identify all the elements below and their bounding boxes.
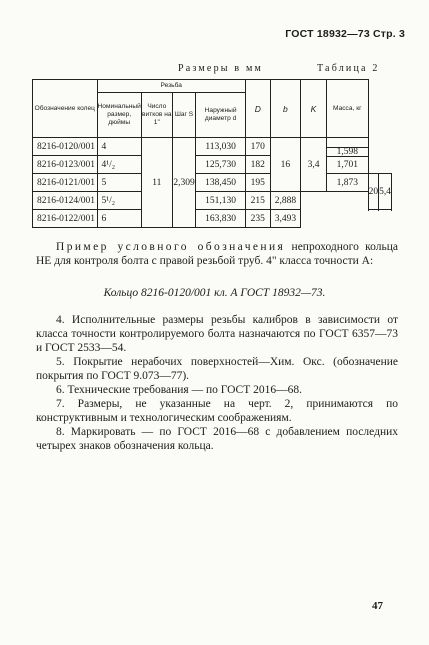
header-b: b (270, 80, 300, 138)
cell-mass: 3,493 (270, 210, 300, 228)
list-item: 8. Маркировать — по ГОСТ 2016—68 с добавлением последних четырех знаков обозначения кольца. (36, 426, 398, 452)
header-turns: Число витков на 1" (141, 93, 172, 138)
cell-outer-diameter: 151,130 (196, 192, 246, 210)
page-number: 47 (372, 600, 383, 612)
list-item: 5. Покрытие нерабочих поверхностей—Хим. Окс. (обозначение покрытия по ГОСТ 9.073—77). (36, 356, 398, 382)
requirements-list (36, 313, 398, 453)
dimensions-table (32, 79, 392, 228)
example-lead: Пример условного обозначения (56, 241, 286, 253)
units-caption: Размеры в мм (178, 63, 264, 74)
cell-pitch: 2,309 (172, 138, 196, 228)
list-item: 4. Исполнительные размеры резьбы калибров в зависимости от класса точности контролируемого болта назначаются по ГОСТ 6357—73 и ГОСТ 2533—54. (36, 314, 398, 354)
cell-mass: 2,888 (270, 192, 300, 210)
cell-code: 8216-0121/001 (33, 174, 98, 192)
cell-b: 20 (368, 174, 379, 210)
designation-example (36, 240, 398, 268)
cell-outer-diameter: 138,450 (196, 174, 246, 192)
cell-outer-diameter: 113,030 (196, 138, 246, 156)
cell-outer-diameter: 163,830 (196, 210, 246, 228)
cell-outer-diameter: 125,730 (196, 156, 246, 174)
table-number: Таблица 2 (317, 63, 380, 74)
example-text: непроходного кольца НЕ для контроля болта с правой резьбой труб. 4" класса точности А: (36, 241, 398, 267)
header-thread-group: Резьба (97, 80, 245, 93)
cell-turns: 11 (141, 138, 172, 228)
header-K: K (301, 80, 327, 138)
example-formula: Кольцо 8216-0120/001 кл. А ГОСТ 18932—73. (103, 287, 326, 299)
header-designation: Обозначение колец (33, 80, 98, 138)
cell-mass: 1,873 (326, 174, 368, 192)
header-mass: Масса, кг (326, 80, 368, 138)
cell-nominal: 4¹/₂ (97, 156, 141, 174)
header-outer-diameter: Наружный диаметр d (196, 93, 246, 138)
header-pitch: Шаг S (172, 93, 196, 138)
header-nominal-size: Номинальный размер, дюймы (97, 93, 141, 138)
cell-K: 3,4 (301, 138, 327, 192)
cell-code: 8216-0120/001 (33, 138, 98, 156)
cell-D: 215 (245, 192, 270, 210)
cell-code: 8216-0124/001 (33, 192, 98, 210)
cell-D: 195 (245, 174, 270, 192)
header-D: D (245, 80, 270, 138)
cell-nominal: 4 (97, 138, 141, 156)
cell-nominal: 6 (97, 210, 141, 228)
cell-b: 16 (270, 138, 300, 192)
cell-mass: 1,598 (326, 147, 368, 157)
cell-mass-spacer (326, 138, 368, 148)
cell-code: 8216-0123/001 (33, 156, 98, 174)
cell-nominal: 5¹/₂ (97, 192, 141, 210)
cell-nominal: 5 (97, 174, 141, 192)
page-header: ГОСТ 18932—73 Стр. 3 (285, 28, 405, 40)
cell-code: 8216-0122/001 (33, 210, 98, 228)
cell-D: 170 (245, 138, 270, 156)
cell-D: 182 (245, 156, 270, 174)
cell-K: 5,4 (379, 174, 392, 210)
list-item: 6. Технические требования — по ГОСТ 2016—68. (56, 384, 302, 396)
cell-D: 235 (245, 210, 270, 228)
cell-mass: 1,701 (326, 157, 368, 174)
list-item: 7. Размеры, не указанные на черт. 2, принимаются по конструктивным и технологическим соображениям. (36, 398, 398, 424)
